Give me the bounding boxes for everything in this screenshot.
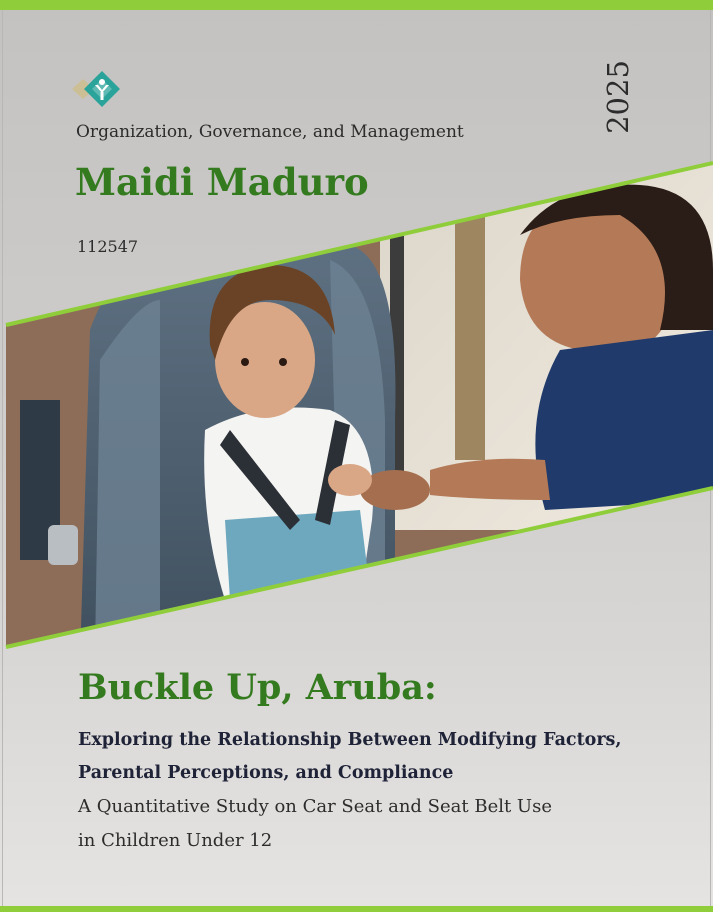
author-name: Maidi Maduro	[75, 160, 369, 204]
subtitle-line-2: Parental Perceptions, and Compliance	[78, 763, 454, 783]
thesis-title: Buckle Up, Aruba:	[78, 667, 437, 708]
description-line-1: A Quantitative Study on Car Seat and Seat Belt Use	[78, 796, 552, 817]
student-id: 112547	[77, 237, 139, 256]
organization-line: Organization, Governance, and Management	[76, 122, 464, 142]
bottom-accent-bar	[0, 906, 713, 912]
year-text: 2025	[601, 60, 635, 134]
subtitle-line-1: Exploring the Relationship Between Modifying Factors,	[78, 730, 622, 750]
description-line-2: in Children Under 12	[78, 830, 273, 851]
